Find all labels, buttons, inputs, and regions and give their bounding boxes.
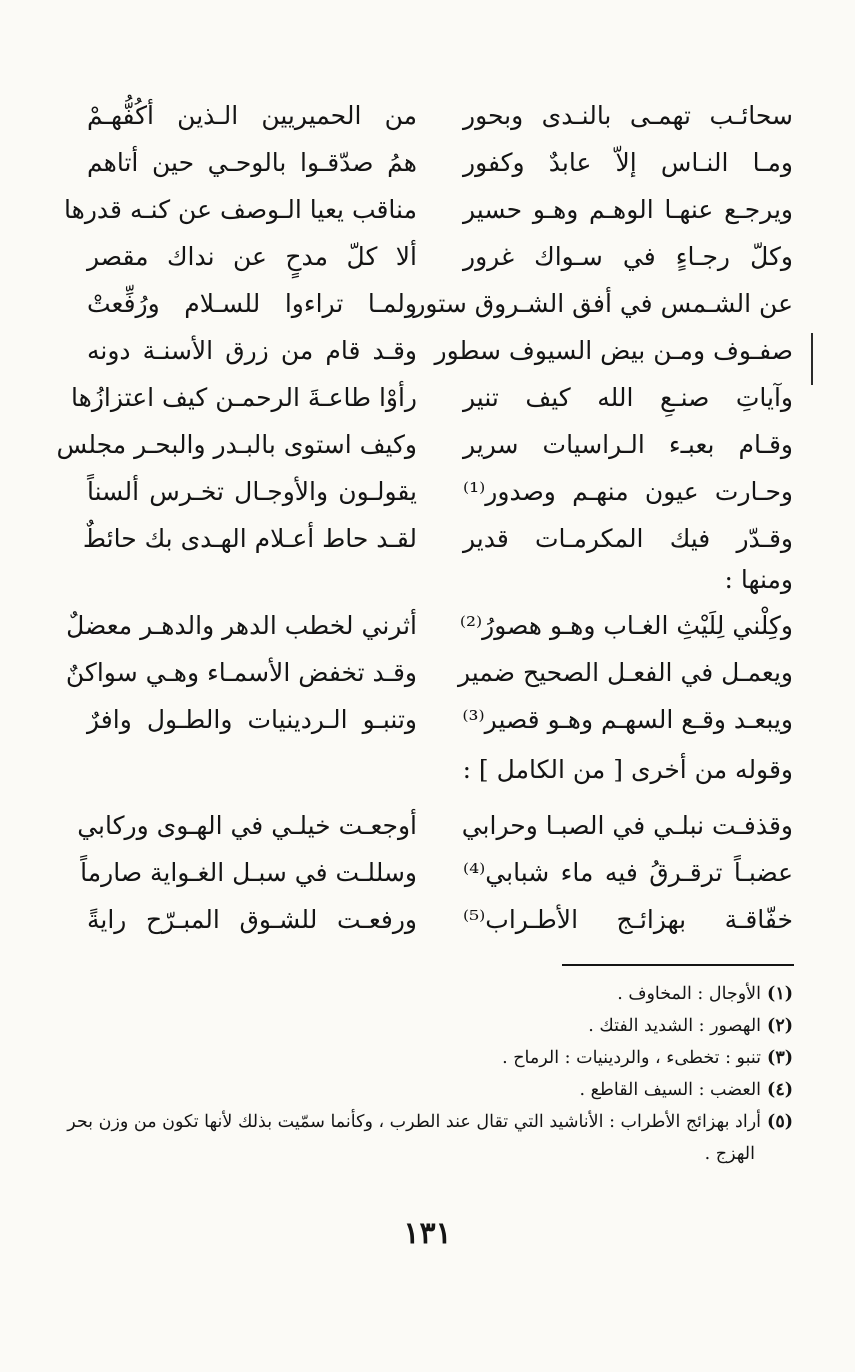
- verse-second-hemistich: عن الشـمس في أفق الشـروق ستور: [413, 289, 793, 318]
- verse-line: [0, 190, 855, 237]
- verse-line: [0, 653, 855, 700]
- verse-line: [0, 900, 855, 947]
- verse-line: [0, 806, 855, 853]
- verse-line: [0, 472, 855, 519]
- verse-second-hemistich: وحـارت عيون منهـم وصدور⁽¹⁾: [463, 477, 793, 506]
- footnote-text: أراد بهزائج الأطراب : الأناشيد التي تقال عند الطرب ، وكأنما سمّيت بذلك لأنها تكون من وزن بحر: [67, 1112, 762, 1132]
- verse-second-hemistich: وكِلْني لِلَيْثِ الغـاب وهـو هصورُ⁽²⁾: [459, 611, 793, 640]
- footnote-4: [58, 1074, 793, 1106]
- verse-first-hemistich: وسللـت في سبـل الغـواية صارماً: [80, 858, 417, 887]
- verse-second-hemistich: وقـدّر فيك المكرمـات قدير: [463, 524, 793, 553]
- verse-second-hemistich: عضبـاً ترقـرقُ فيه ماء شبابي⁽⁴⁾: [463, 858, 793, 887]
- footnote-2: [58, 1010, 793, 1042]
- verse-second-hemistich: وقذفـت نبلـي في الصبـا وحرابي: [461, 811, 793, 840]
- verse-line: [0, 237, 855, 284]
- verse-first-hemistich: وكيف استوى بالبـدر والبحـر مجلس: [56, 430, 417, 459]
- poem-section-3: [0, 806, 855, 947]
- footnote-3: [58, 1042, 793, 1074]
- footnote-number: (٤): [767, 1080, 793, 1100]
- footnote-text: العضب : السيف القاطع .: [579, 1080, 762, 1100]
- footnote-text: الأوجال : المخاوف .: [617, 984, 762, 1004]
- verse-first-hemistich: من الحميريين الـذين أكُفُّهـمْ: [87, 101, 417, 130]
- verse-line: [0, 96, 855, 143]
- verse-line: [0, 606, 855, 653]
- footnote-5: [58, 1106, 793, 1138]
- poem-section-1: [0, 96, 855, 566]
- footnote-1: [58, 978, 793, 1010]
- verse-line: [0, 284, 855, 331]
- footnotes: [58, 978, 793, 1170]
- verse-line: [0, 700, 855, 747]
- verse-first-hemistich: وتنبـو الـردينيات والطـول وافرٌ: [87, 705, 417, 734]
- verse-line: [0, 853, 855, 900]
- section-heading-minha: ومنها :: [724, 565, 793, 594]
- verse-first-hemistich: رأوْا طاعـةَ الرحمـن كيف اعتزازُها: [71, 383, 417, 412]
- poem-section-2: [0, 606, 855, 747]
- verse-line: [0, 519, 855, 566]
- verse-first-hemistich: أوجعـت خيلـي في الهـوى وركابي: [77, 811, 417, 840]
- verse-second-hemistich: ومـا النـاس إلاّ عابدٌ وكفور: [463, 148, 793, 177]
- verse-first-hemistich: همُ صدّقـوا بالوحـي حين أتاهم: [87, 148, 417, 177]
- verse-second-hemistich: وكلّ رجـاءٍ في سـواك غرور: [463, 242, 793, 271]
- footnote-number: (١): [767, 984, 793, 1004]
- verse-second-hemistich: وقـام بعبـء الـراسيات سرير: [463, 430, 793, 459]
- verse-first-hemistich: وقـد قام من زرق الأسنـة دونه: [87, 336, 417, 365]
- verse-first-hemistich: وقـد تخفض الأسمـاء وهـي سواكنٌ: [65, 658, 417, 687]
- verse-second-hemistich: وآياتِ صنـعِ الله كيف تنير: [463, 383, 793, 412]
- verse-first-hemistich: لقـد حاط أعـلام الهـدى بك حائطٌ: [82, 524, 417, 553]
- verse-line: [0, 331, 855, 378]
- verse-second-hemistich: سحائـب تهمـى بالنـدى وبحور: [463, 101, 793, 130]
- margin-mark: [811, 333, 813, 385]
- verse-second-hemistich: خفّاقـة بهزائـج الأطـراب⁽⁵⁾: [463, 905, 793, 934]
- verse-line: [0, 378, 855, 425]
- verse-first-hemistich: ألا كلّ مدحٍ عن نداك مقصر: [87, 242, 417, 271]
- verse-second-hemistich: ويرجـع عنهـا الوهـم وهـو حسير: [463, 195, 793, 224]
- footnote-text: الهصور : الشديد الفتك .: [588, 1016, 762, 1036]
- footnote-separator: [562, 964, 794, 966]
- verse-second-hemistich: ويعمـل في الفعـل الصحيح ضمير: [458, 658, 793, 687]
- section-heading-kamil: وقوله من أخرى [ من الكامل ] :: [462, 755, 793, 784]
- verse-first-hemistich: مناقب يعيا الـوصف عن كنـه قدرها: [64, 195, 417, 224]
- footnote-number: (٣): [767, 1048, 793, 1068]
- footnote-number: (٥): [767, 1112, 793, 1132]
- footnote-text: تنبو : تخطىء ، والردينيات : الرماح .: [502, 1048, 762, 1068]
- verse-second-hemistich: صفـوف ومـن بيض السيوف سطور: [434, 336, 793, 365]
- footnote-5-continuation: الهزج .: [704, 1144, 755, 1164]
- footnote-number: (٢): [767, 1016, 793, 1036]
- verse-first-hemistich: أثرني لخطب الدهر والدهـر معضلٌ: [66, 611, 417, 640]
- verse-first-hemistich: يقولـون والأوجـال تخـرس ألسناً: [87, 477, 417, 506]
- verse-second-hemistich: ويبعـد وقـع السهـم وهـو قصير⁽³⁾: [462, 705, 793, 734]
- verse-line: [0, 425, 855, 472]
- verse-line: [0, 143, 855, 190]
- verse-first-hemistich: ورفعـت للشـوق المبـرّح رايةً: [87, 905, 417, 934]
- page-number: ١٣١: [403, 1216, 452, 1251]
- verse-first-hemistich: ولمـا تراءوا للسـلام ورُفِّعتْ: [87, 289, 417, 318]
